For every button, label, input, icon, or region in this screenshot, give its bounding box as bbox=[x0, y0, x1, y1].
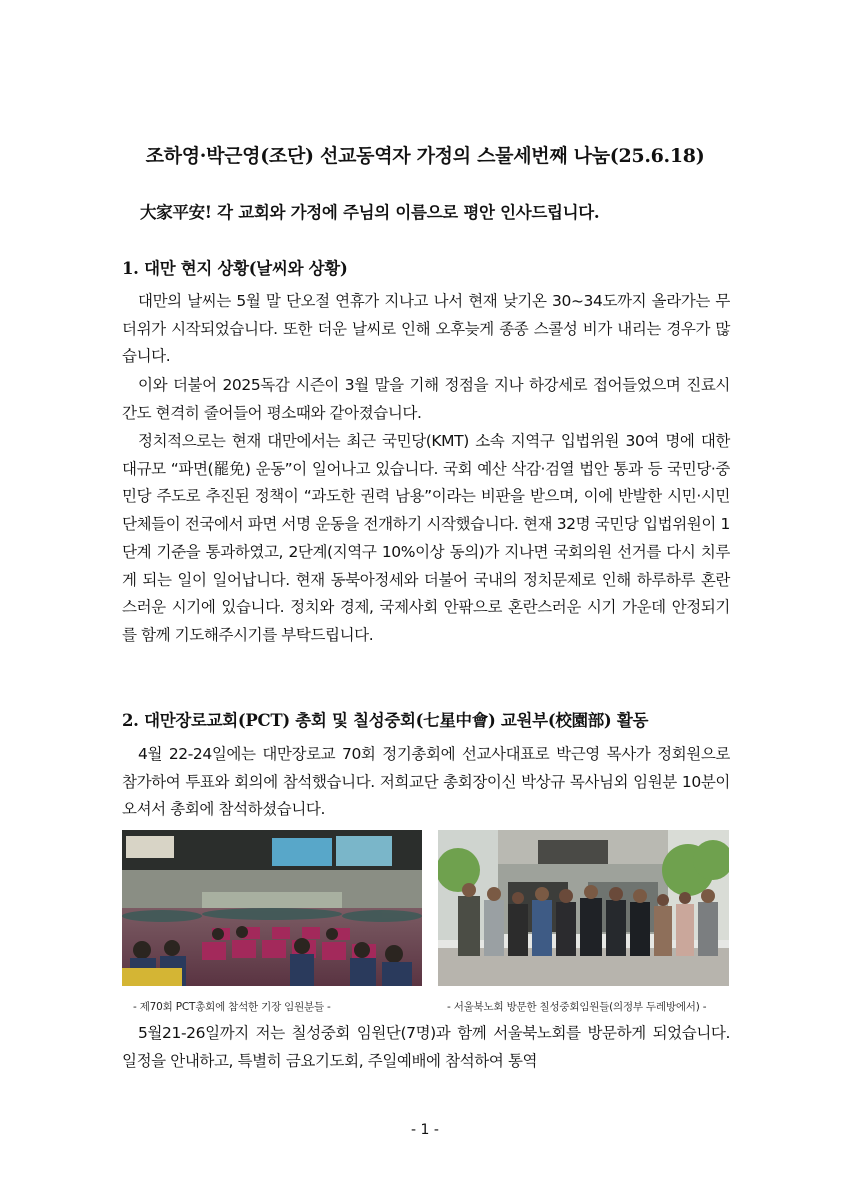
section-1-paragraph-2: 이와 더불어 2025독감 시즌이 3월 말을 기해 정점을 지나 하강세로 접어들었으며 진료시간도 현격히 줄어들어 평소때와 같아졌습니다. bbox=[122, 376, 730, 422]
section-2-heading: 2. 대만장로교회(PCT) 총회 및 칠성중회(七星中會) 교원부(校園部) 활동 bbox=[122, 711, 649, 730]
assembly-photo-caption: - 제70회 PCT총회에 참석한 기장 임원분들 - bbox=[133, 1001, 331, 1013]
page-title: 조하영·박근영(조단) 선교동역자 가정의 스물세번째 나눔(25.6.18) bbox=[145, 145, 705, 167]
group-photo bbox=[438, 830, 729, 986]
section-2-paragraph-2: 5월21-26일까지 저는 칠성중회 임원단(7명)과 함께 서울북노회를 방문하게 되었습니다. 일정을 안내하고, 특별히 금요기도회, 주일예배에 참석하여 통역 bbox=[122, 1024, 730, 1070]
group-photo-caption: - 서울북노회 방문한 칠성중회임원들(의정부 두레방에서) - bbox=[447, 1001, 707, 1013]
assembly-photo bbox=[122, 830, 422, 986]
section-1-paragraph-3: 정치적으로는 현재 대만에서는 최근 국민당(KMT) 소속 지역구 입법위원 30여 명에 대한 대규모 “파면(罷免) 운동”이 일어나고 있습니다. 국회 예산 삭감·검열 법안 통과 등 국민당·중민당 주도로 추진된 정책이 “과도한 권력 남용”이라는 비판을 받으며, 이에 반발한 시민·시민단체들이 전국에서 파면 서명 운동을 전개하기 시작했습니다. 현재 32명 국민당 입법위원이 1단계 기준을 통과하였고, 2단계(지역구 10%이상 동의)가 지나면 국회의원 선거를 다시 치루게 되는 일이 일어납니다. 현재 동북아정세와 더불어 국내의 정치문제로 인해 하루하루 혼란스러운 시기에 있습니다. 정치와 경제, 국제사회 안팎으로 혼란스러운 시기 가운데 안정되기를 함께 기도해주시기를 부탁드립니다. bbox=[122, 432, 730, 644]
section-1-heading: 1. 대만 현지 상황(날씨와 상황) bbox=[122, 259, 348, 278]
page-number: - 1 - bbox=[411, 1122, 439, 1138]
section-1-paragraph-1: 대만의 날씨는 5월 말 단오절 연휴가 지나고 나서 현재 낮기온 30~34도까지 올라가는 무더위가 시작되었습니다. 또한 더운 날씨로 인해 오후늦게 종종 스콜성 비가 내리는 경우가 많습니다. bbox=[122, 292, 730, 366]
greeting: 大家平安! 각 교회와 가정에 주님의 이름으로 평안 인사드립니다. bbox=[140, 203, 600, 222]
section-2-paragraph-1: 4월 22-24일에는 대만장로교 70회 정기총회에 선교사대표로 박근영 목사가 정회원으로 참가하여 투표와 회의에 참석했습니다. 저희교단 총회장이신 박상규 목사님외 임원분 10분이 오셔서 총회에 참석하셨습니다. bbox=[122, 745, 730, 819]
